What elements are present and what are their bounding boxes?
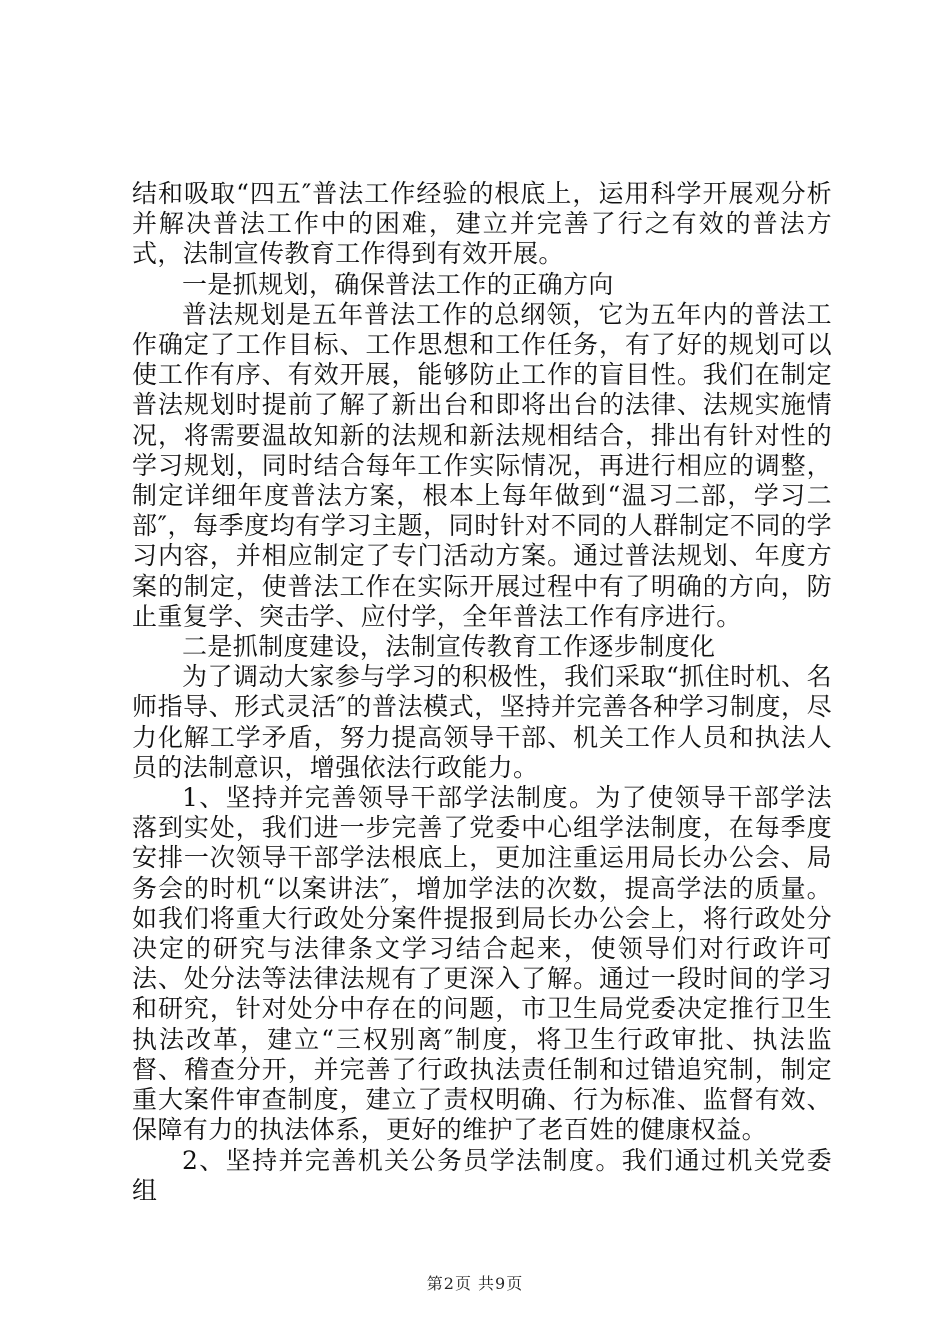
paragraph-continuation: 结和吸取“四五″普法工作经验的根底上，运用科学开展观分析并解决普法工作中的困难，建立并完善了行之有效的普法方式，法制宣传教育工作得到有效开展。 xyxy=(132,179,832,269)
section-heading-planning: 一是抓规划，确保普法工作的正确方向 xyxy=(182,269,614,299)
paragraph-leader-study: 1、坚持并完善领导干部学法制度。为了使领导干部学法落到实处，我们进一步完善了党委中心组学法制度，在每季度安排一次领导干部学法根底上，更加注重运用局长办公会、局务会的时机“以案讲法″，增加学法的次数，提高学法的质量。如我们将重大行政处分案件提报到局长办公会上，将行政处分决定的研究与法律条文学习结合起来，使领导们对行政许可法、处分法等法律法规有了更深入了解。通过一段时间的学习和研究，针对处分中存在的问题，市卫生局党委决定推行卫生执法改革，建立“三权别离″制度，将卫生行政审批、执法监督、稽查分开，并完善了行政执法责任制和过错追究制，制定重大案件审查制度，建立了责权明确、行为标准、监督有效、保障有力的执法体系，更好的维护了老百姓的健康权益。 xyxy=(132,783,832,1145)
paragraph-civil-servant-study: 2、坚持并完善机关公务员学法制度。我们通过机关党委组 xyxy=(132,1145,832,1205)
page-footer: 第2页 共9页 xyxy=(426,1274,524,1293)
paragraph-system-building: 为了调动大家参与学习的积极性，我们采取“抓住时机、名师指导、形式灵活″的普法模式，坚持并完善各种学习制度，尽力化解工学矛盾，努力提高领导干部、机关工作人员和执法人员的法制意识，增强依法行政能力。 xyxy=(132,662,832,782)
document-body xyxy=(132,179,832,1206)
paragraph-planning: 普法规划是五年普法工作的总纲领，它为五年内的普法工作确定了工作目标、工作思想和工作任务，有了好的规划可以使工作有序、有效开展，能够防止工作的盲目性。我们在制定普法规划时提前了解了新出台和即将出台的法律、法规实施情况，将需要温故知新的法规和新法规相结合，排出有针对性的学习规划，同时结合每年工作实际情况，再进行相应的调整，制定详细年度普法方案，根本上每年做到“温习二部，学习二部″，每季度均有学习主题，同时针对不同的人群制定不同的学习内容，并相应制定了专门活动方案。通过普法规划、年度方案的制定，使普法工作在实际开展过程中有了明确的方向，防止重复学、突击学、应付学，全年普法工作有序进行。 xyxy=(132,299,832,631)
section-heading-system-building: 二是抓制度建设，法制宣传教育工作逐步制度化 xyxy=(182,632,716,662)
